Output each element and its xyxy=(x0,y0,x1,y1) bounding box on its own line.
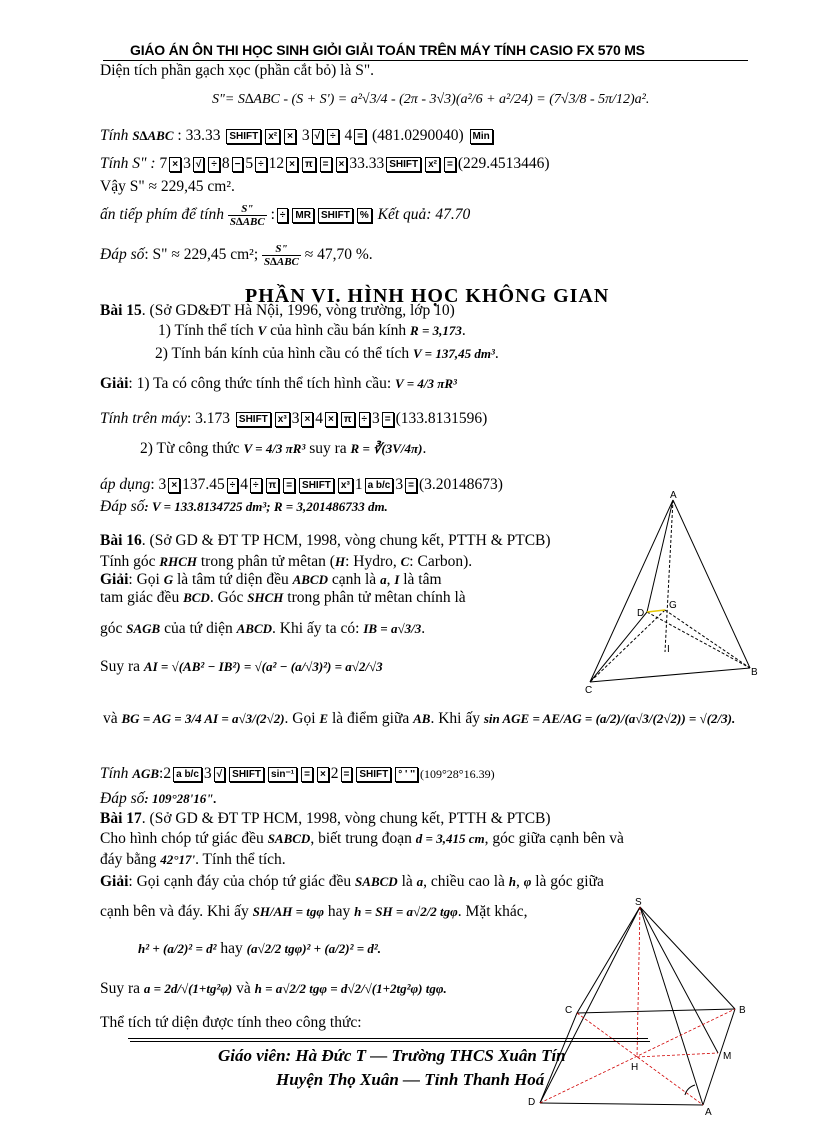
math: V = 4/3 πR³ xyxy=(395,376,457,391)
min-key: Min xyxy=(470,129,493,144)
math: ABCD xyxy=(236,621,273,636)
square-key: x² xyxy=(265,129,280,144)
area-formula: S"= S∆ABC - (S + S') = a²√3/4 - (2π - 3√3)(a²/6 + a²/24) = (7√3/8 - 5π/12)a². xyxy=(212,92,650,107)
times-key: × xyxy=(317,767,329,782)
calc-result: (133.8131596) xyxy=(395,410,488,427)
math: SHCH xyxy=(247,590,284,605)
math: SABCD xyxy=(355,874,398,889)
point-h-label: H xyxy=(631,1062,639,1073)
problem-15-q1: 1) Tính thể tích V của hình cầu bán kính R = 3,173. xyxy=(158,322,466,339)
math: SAGB xyxy=(126,621,161,636)
text: là góc giữa xyxy=(535,873,604,890)
segment-hm xyxy=(637,1053,718,1057)
calc-value: 137.45 xyxy=(182,476,225,493)
text: , xyxy=(516,873,520,890)
footer-teacher: Giáo viên: Hà Đức T — Trường THCS Xuân Tín xyxy=(218,1046,566,1065)
text: Suy ra xyxy=(100,658,141,675)
text: , chiều cao là xyxy=(423,873,505,890)
problem-source: . (Sở GD & ĐT TP HCM, 1998, vòng chung kết, PTTH & PTCB) xyxy=(141,810,551,827)
calc-sub: S∆ABC xyxy=(132,128,174,143)
math: a = 2d/√(1+tg²φ) xyxy=(143,981,233,996)
problem-17-l3 xyxy=(100,873,604,891)
calc-digit: 3 xyxy=(291,410,300,427)
math: R = ∛(3V/4π) xyxy=(350,441,423,456)
calc-label: Tính xyxy=(100,127,129,144)
text: . Tính thể tích. xyxy=(195,851,286,868)
vertex-c-label: C xyxy=(565,1005,573,1016)
calc-row-3: ấn tiếp phím để tính $\frac{S"}{\text{S∆ABC}}$ : ÷ MR SHIFT % Kết quả: 47.70 xyxy=(100,203,471,228)
mr-key: MR xyxy=(292,208,314,223)
calc-value: 33.33 xyxy=(349,155,385,172)
shift-key: SHIFT xyxy=(299,478,334,493)
answer-label: Đáp số xyxy=(100,790,145,807)
fraction-key: a b/c xyxy=(365,478,394,493)
problem-16-l4: góc SAGB của tứ diện ABCD. Khi ấy ta có: IB = a√3/3. xyxy=(100,620,426,637)
solution-label: Giải xyxy=(100,375,129,392)
calc-value: : 33.33 xyxy=(177,127,221,144)
math: IB = a√3/3 xyxy=(363,621,422,636)
math: E xyxy=(319,711,329,726)
vertex-d-label: D xyxy=(637,608,645,619)
calc-result: (481.0290040) xyxy=(371,127,464,144)
cube-key: x³ xyxy=(275,412,290,427)
times-key: × xyxy=(169,157,181,172)
solution-label: Giải xyxy=(100,571,129,588)
text: , góc giữa cạnh bên và xyxy=(484,830,624,847)
text: cạnh là xyxy=(331,571,377,588)
text: là điểm giữa xyxy=(331,710,410,727)
calc-digit: 5 xyxy=(245,155,254,172)
math: RHCH xyxy=(159,554,197,569)
edge-sb xyxy=(640,907,735,1009)
vertex-a-label: A xyxy=(705,1107,712,1118)
text: đáy bằng xyxy=(100,851,157,868)
header-rule xyxy=(103,60,748,61)
edge-ad xyxy=(647,500,673,612)
math: AB xyxy=(413,711,431,726)
ratio-fraction xyxy=(262,243,301,268)
math: AI = √(AB² − IB²) = √(a² − (a/√3)²) = a√2/√3 xyxy=(143,659,383,674)
math: h = a√2/2 tgφ = d√2/√(1+2tg²φ) tgφ. xyxy=(254,981,447,996)
problem-15-part2: 2) Từ công thức V = 4/3 πR³ suy ra R = ∛(3V/4π). xyxy=(140,440,427,457)
problem-15-q2: 2) Tính bán kính của hình cầu có thể tích V = 137,45 dm³. xyxy=(155,345,499,362)
fraction-denominator: S∆ABC xyxy=(264,256,299,268)
pi-key: π xyxy=(266,478,280,493)
times-key: × xyxy=(284,129,296,144)
text: : Carbon). xyxy=(409,553,473,570)
math: H xyxy=(334,554,346,569)
text: : 1) Ta có công thức tính thể tích hình cầu: xyxy=(128,375,392,392)
problem-17-l4 xyxy=(100,903,528,921)
text: trong phân tử mêtan ( xyxy=(200,553,335,570)
text: Cho hình chóp tứ giác đều xyxy=(100,830,264,847)
arcsin-key: sin⁻¹ xyxy=(268,767,297,782)
answer-value: : S" ≈ 229,45 cm²; xyxy=(144,246,259,264)
text: là xyxy=(401,873,413,890)
equals-key: = xyxy=(301,767,313,782)
math: 42°17' xyxy=(160,852,196,867)
edge-sa xyxy=(640,907,703,1105)
problem-16-calc xyxy=(100,765,495,783)
altitude xyxy=(665,500,673,652)
intro-line: Diện tích phần gạch xọc (phần cắt bỏ) là S". xyxy=(100,62,375,79)
problem-16-answer xyxy=(100,790,217,808)
pi-key: π xyxy=(302,157,316,172)
divide-key: ÷ xyxy=(327,129,339,144)
cube-key: x³ xyxy=(338,478,353,493)
pyramid-figure xyxy=(525,895,775,1120)
answer-value: ≈ 47,70 %. xyxy=(304,246,373,264)
calc-digit: 3 xyxy=(395,476,404,493)
base-cb xyxy=(577,1009,735,1013)
problem-17-heading xyxy=(100,810,551,828)
edge-cb xyxy=(590,668,750,682)
problem-title: Bài 17 xyxy=(100,810,142,827)
math: V = 137,45 dm³ xyxy=(412,346,495,361)
equals-key: = xyxy=(320,157,332,172)
math: ABCD xyxy=(292,572,328,587)
point-m-label: M xyxy=(723,1051,732,1062)
vertex-b-label: B xyxy=(739,1005,746,1016)
calc-digit: 4 xyxy=(240,476,249,493)
point-i-label: I xyxy=(667,644,670,655)
text: hay xyxy=(220,940,243,957)
height-sh xyxy=(637,907,640,1057)
divide-key: ÷ xyxy=(359,412,371,427)
calc-digit: 3 xyxy=(301,127,310,144)
calc-label: Tính trên máy xyxy=(100,410,187,427)
angle-marker xyxy=(685,1085,695,1095)
calc-digit: 1 xyxy=(354,476,363,493)
footer-location: Huyện Thọ Xuân — Tỉnh Thanh Hoá xyxy=(276,1070,545,1089)
problem-16-l5 xyxy=(100,658,383,676)
percent-key: % xyxy=(357,208,372,223)
problem-15-solution xyxy=(100,375,457,393)
square-key: x² xyxy=(425,157,440,172)
math: SH/AH = tgφ xyxy=(252,904,325,919)
text: của hình cầu bán kính xyxy=(270,322,407,339)
divide-key: ÷ xyxy=(277,208,289,223)
edge-ac xyxy=(590,500,673,682)
text: và xyxy=(103,710,118,727)
problem-16-heading xyxy=(100,532,551,550)
calc-digit: 12 xyxy=(268,155,285,172)
math: BCD xyxy=(183,590,210,605)
text: tam giác đều xyxy=(100,589,180,606)
text: hay xyxy=(327,903,351,920)
problem-16-l1 xyxy=(100,553,472,571)
divide-key: ÷ xyxy=(227,478,239,493)
sqrt-key: √ xyxy=(312,129,324,144)
shift-key: SHIFT xyxy=(236,412,271,427)
diagonal-ca xyxy=(577,1013,703,1105)
divide-key: ÷ xyxy=(255,157,267,172)
math: φ xyxy=(523,874,532,889)
text: , xyxy=(386,571,391,588)
math: V xyxy=(257,323,267,338)
calc-digit: 8 xyxy=(221,155,230,172)
shift-key: SHIFT xyxy=(356,767,391,782)
point-g-label: G xyxy=(669,600,677,611)
apex-s-label: S xyxy=(635,897,642,908)
divide-key: ÷ xyxy=(208,157,220,172)
equals-key: = xyxy=(341,767,353,782)
math: a xyxy=(416,874,424,889)
conclusion-line: Vậy S" ≈ 229,45 cm². xyxy=(100,178,235,195)
times-key: × xyxy=(286,157,298,172)
text: 1) Tính thể tích xyxy=(158,322,254,339)
problem-source: . (Sở GD & ĐT TP HCM, 1998, vòng chung kết, PTTH & PTCB) xyxy=(141,532,551,549)
calc-digit: :2 xyxy=(159,765,172,782)
text: : Gọi cạnh đáy của chóp tứ giác đều xyxy=(128,873,352,890)
calc-result: (109°28°16.39) xyxy=(419,767,495,781)
times-key: × xyxy=(336,157,348,172)
problem-title: Bài 15 xyxy=(100,302,142,319)
problem-15-apply xyxy=(100,476,503,494)
vertex-d-label: D xyxy=(528,1097,536,1108)
calc-digit: 2 xyxy=(330,765,339,782)
shift-key: SHIFT xyxy=(318,208,353,223)
pi-key: π xyxy=(341,412,355,427)
calc-label: ấn tiếp phím để tính xyxy=(100,206,224,224)
fraction-numerator: S" xyxy=(228,203,267,216)
math: (a√2/2 tgφ)² + (a/2)² = d². xyxy=(246,941,382,956)
calc-digit: 3 xyxy=(203,765,212,782)
answer-value: : 109°28'16". xyxy=(144,791,217,806)
text: . Gọi xyxy=(284,710,316,727)
text: trong phân tử mêtan chính là xyxy=(287,589,466,606)
edge-cd xyxy=(590,612,647,682)
text: . Khi ấy xyxy=(430,710,480,727)
answer-label: Đáp số xyxy=(100,246,145,264)
answer-row-top xyxy=(100,243,373,268)
text: góc xyxy=(100,620,123,637)
footer-rule-thin xyxy=(130,1041,650,1042)
edge-sc xyxy=(577,907,640,1013)
calc-digit: : 3 xyxy=(150,476,167,493)
problem-17-l6 xyxy=(100,980,447,998)
base-da xyxy=(540,1103,703,1105)
math: R = 3,173 xyxy=(410,323,462,338)
times-key: × xyxy=(325,412,337,427)
calc-result: Kết quả: 47.70 xyxy=(377,206,471,224)
page-header: GIÁO ÁN ÔN THI HỌC SINH GIỎI GIẢI TOÁN TRÊN MÁY TÍNH CASIO FX 570 MS xyxy=(130,42,645,58)
ratio-fraction xyxy=(228,203,267,228)
math: h² + (a/2)² = d² xyxy=(138,941,217,956)
calc-label: áp dụng xyxy=(100,476,151,493)
math: C xyxy=(400,554,410,569)
sqrt-key: √ xyxy=(214,767,226,782)
solution-label: Giải xyxy=(100,873,129,890)
shift-key: SHIFT xyxy=(229,767,264,782)
text: Tính góc xyxy=(100,553,156,570)
problem-17-l1 xyxy=(100,830,624,848)
segment-gc xyxy=(590,610,665,682)
edge-db xyxy=(647,612,750,668)
math: I xyxy=(394,572,400,587)
minus-key: − xyxy=(232,157,244,172)
shift-key: SHIFT xyxy=(386,157,421,172)
math: AGB xyxy=(132,766,160,781)
math: h = SH = a√2/2 tgφ xyxy=(354,904,458,919)
problem-17-l2 xyxy=(100,851,286,869)
vertex-a-label: A xyxy=(670,490,677,501)
problem-16-l3 xyxy=(100,589,466,607)
math: SABCD xyxy=(267,831,311,846)
calc-row-2 xyxy=(100,155,550,173)
calc-label: Tính xyxy=(100,765,129,782)
calc-digit: 4 xyxy=(315,410,324,427)
text: của tứ diện xyxy=(164,620,233,637)
math: d = 3,415 cm xyxy=(415,831,485,846)
problem-17-l5 xyxy=(138,940,381,958)
text: Suy ra xyxy=(100,980,141,997)
text: . Góc xyxy=(209,589,244,606)
highlight-segment xyxy=(647,610,665,612)
equals-key: = xyxy=(283,478,295,493)
vertex-b-label: B xyxy=(751,667,758,678)
text: là tâm xyxy=(403,571,442,588)
footer-rule xyxy=(128,1038,648,1039)
problem-16-l6 xyxy=(103,710,735,728)
text: suy ra xyxy=(309,440,347,457)
divide-key: ÷ xyxy=(250,478,262,493)
vertex-c-label: C xyxy=(585,685,593,695)
math: V = 4/3 πR³ xyxy=(243,441,306,456)
edge-ab xyxy=(673,500,750,668)
text: : Hydro, xyxy=(345,553,397,570)
math: h xyxy=(508,874,516,889)
degree-key: ° ' '' xyxy=(395,767,418,782)
calc-digit: 3 xyxy=(372,410,380,427)
math: G xyxy=(163,572,174,587)
math: BG = AG = 3/4 AI = a√3/(2√2) xyxy=(121,711,285,726)
fraction-key: a b/c xyxy=(173,767,202,782)
text: 2) Tính bán kính của hình cầu có thể tích xyxy=(155,345,410,362)
calc-digit: 4 xyxy=(344,127,353,144)
text: . Mặt khác, xyxy=(457,903,528,920)
edge-sd xyxy=(540,907,640,1103)
text: , biết trung đoạn xyxy=(310,830,412,847)
shift-key: SHIFT xyxy=(226,129,261,144)
calc-digit: 3 xyxy=(183,155,191,172)
text: là tâm tứ diện đều xyxy=(177,571,289,588)
calc-result: (3.20148673) xyxy=(418,476,503,493)
problem-title: Bài 16 xyxy=(100,532,142,549)
calc-label: Tính S" : xyxy=(100,155,156,172)
text: và xyxy=(236,980,251,997)
calc-row-1 xyxy=(100,127,495,145)
problem-17-l7: Thể tích tứ diện được tính theo công thức: xyxy=(100,1014,362,1031)
times-key: × xyxy=(301,412,313,427)
problem-15-calc xyxy=(100,410,487,428)
math: sin AGE = AE/AG = (a/2)/(a√3/(2√2)) = √(2/3). xyxy=(483,711,736,726)
math: a xyxy=(380,572,387,587)
answer-value: : V = 133.8134725 dm³; R = 3,201486733 dm. xyxy=(144,499,388,514)
calc-digit: 7 xyxy=(159,155,168,172)
text: : Gọi xyxy=(128,571,160,588)
tetrahedron-figure xyxy=(585,490,765,695)
problem-source: . (Sở GD&ĐT Hà Nội, 1996, vòng trường, lớp 10) xyxy=(141,302,455,319)
problem-15-heading xyxy=(100,302,455,320)
calc-value: : 3.173 xyxy=(186,410,231,427)
text: . Khi ấy ta có: xyxy=(272,620,360,637)
equals-key: = xyxy=(444,157,456,172)
fraction-numerator: S" xyxy=(262,243,301,256)
calc-result: (229.4513446) xyxy=(457,155,550,172)
problem-16-l2 xyxy=(100,571,442,589)
sqrt-key: √ xyxy=(193,157,205,172)
problem-15-answer xyxy=(100,498,388,516)
section-title: PHẦN VI. HÌNH HỌC KHÔNG GIAN xyxy=(245,285,610,307)
text: cạnh bên và đáy. Khi ấy xyxy=(100,903,249,920)
text: 2) Từ công thức xyxy=(140,440,240,457)
times-key: × xyxy=(168,478,180,493)
equals-key: = xyxy=(405,478,417,493)
equals-key: = xyxy=(382,412,394,427)
fraction-denominator: S∆ABC xyxy=(229,216,265,228)
answer-label: Đáp số xyxy=(100,498,145,515)
equals-key: = xyxy=(354,129,366,144)
